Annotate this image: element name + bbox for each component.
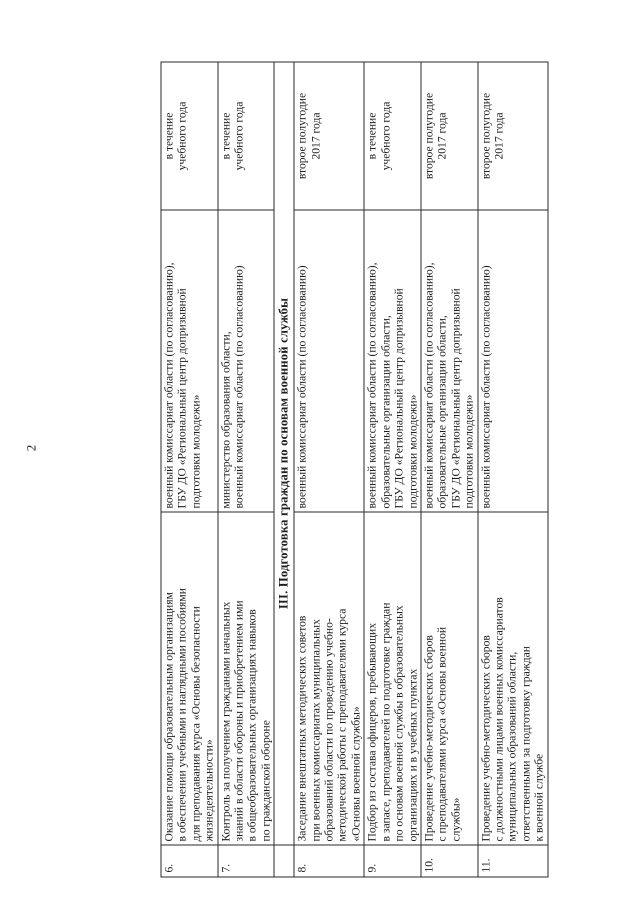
executor-cell: [217, 210, 274, 512]
executor-cell-line: военный комиссариат области (по согласованию): [295, 265, 309, 509]
task-cell: [477, 512, 547, 845]
task-cell: [294, 512, 364, 845]
table-row: [420, 62, 477, 877]
term-cell-line: второе полугодие: [295, 92, 309, 180]
task-cell-line: для преподавания курса «Основы безопасности: [188, 606, 202, 842]
page-number: 2: [23, 444, 39, 452]
executor-cell-line: военный комиссариат области (по согласованию),: [365, 262, 379, 509]
row-number: 8.: [294, 845, 364, 877]
task-cell-line: Контроль за получением гражданами начальных: [218, 601, 232, 842]
task-cell-line: при военных комиссариатах муниципальных: [308, 619, 322, 842]
task-cell-line: к военной службе: [532, 753, 546, 842]
row-number: 9.: [364, 845, 421, 877]
plan-table: [160, 62, 548, 878]
table-body-bottom: [294, 62, 547, 877]
executor-cell-line: подготовки молодежи»: [462, 394, 476, 509]
executor-cell-line: военный комиссариат области (по согласованию),: [421, 262, 435, 509]
term-cell-line: в течение: [218, 112, 232, 160]
row-number: 7.: [217, 845, 274, 877]
task-cell-line: с должностными лицами военных комиссариатов: [491, 597, 505, 842]
task-cell: [364, 512, 421, 845]
term-cell: [420, 62, 477, 210]
task-cell-line: в запасе, преподавателей по подготовке граждан: [378, 602, 392, 842]
row-number: 11.: [477, 845, 547, 877]
executor-cell-line: ГБУ ДО «Региональный центр допризывной: [448, 288, 462, 509]
term-cell-line: в течение: [365, 112, 379, 160]
term-cell: [294, 62, 364, 210]
term-cell: [477, 62, 547, 210]
table-body-top: [161, 62, 274, 877]
task-cell-line: образований области по проведению учебно-: [322, 618, 336, 842]
task-cell-line: муниципальных образований области,: [505, 651, 519, 842]
term-cell-line: учебного года: [175, 101, 189, 171]
term-cell-line: второе полугодие: [478, 92, 492, 180]
section-row: [274, 62, 294, 877]
section-num-cell: [274, 845, 294, 877]
table-row: [477, 62, 547, 877]
task-cell-line: с преподавателями курса «Основы военной: [435, 626, 449, 842]
term-cell: [364, 62, 421, 210]
executor-cell: [420, 210, 477, 512]
task-cell-line: в общеобразовательных организациях навыков: [245, 609, 259, 842]
task-cell-line: жизнедеятельности»: [202, 739, 216, 842]
term-cell-line: 2017 года: [491, 112, 505, 160]
table-row: [294, 62, 364, 877]
term-cell-line: второе полугодие: [421, 92, 435, 180]
task-cell-line: службы»: [448, 797, 462, 842]
task-cell-line: Проведение учебно-методических сборов: [478, 635, 492, 842]
section-row-group: [274, 62, 294, 877]
executor-cell: [161, 210, 218, 512]
task-cell-line: Проведение учебно-методических сборов: [421, 635, 435, 842]
table-row: [217, 62, 274, 877]
task-cell-line: Заседание внештатных методических советов: [295, 615, 309, 842]
executor-cell: [477, 210, 547, 512]
row-number: 10.: [420, 845, 477, 877]
task-cell-line: «Основы военной службы»: [348, 706, 362, 842]
term-cell-line: учебного года: [232, 101, 246, 171]
task-cell-line: Оказание помощи образовательным организациям: [162, 592, 175, 842]
task-cell: [420, 512, 477, 845]
executor-cell-line: ГБУ ДО «Региональный центр допризывной: [175, 288, 189, 509]
term-cell-line: 2017 года: [308, 112, 322, 160]
term-cell-line: в течение: [162, 112, 175, 160]
table-row: [161, 62, 218, 877]
task-cell-line: по основам военной службы в образовательных: [392, 605, 406, 842]
table-row: [364, 62, 421, 877]
executor-cell-line: военный комиссариат области (по согласованию): [232, 265, 246, 509]
term-cell: [161, 62, 218, 210]
task-cell-line: знаний в области обороны и приобретением ими: [232, 600, 246, 842]
executor-cell-line: ГБУ ДО «Региональный центр допризывной: [392, 288, 406, 509]
task-cell-line: ответственными за подготовку граждан: [518, 646, 532, 842]
term-cell-line: 2017 года: [435, 112, 449, 160]
task-cell-line: методической работы с преподавателями курса: [335, 608, 349, 842]
executor-cell: [364, 210, 421, 512]
term-cell: [217, 62, 274, 210]
task-cell-line: организациях и в учебных пунктах: [405, 668, 419, 842]
executor-cell-line: образовательные организации области,: [435, 315, 449, 509]
task-cell: [217, 512, 274, 845]
row-number: 6.: [161, 845, 218, 877]
executor-cell-line: министерство образования области,: [218, 331, 232, 509]
task-cell-line: по гражданской обороне: [258, 720, 272, 842]
executor-cell-line: военный комиссариат области (по согласованию),: [162, 262, 175, 509]
executor-cell-line: подготовки молодежи»: [188, 394, 202, 509]
executor-cell-line: военный комиссариат области (по согласованию): [478, 265, 492, 509]
task-cell-line: Подбор из состава офицеров, пребывающих: [365, 622, 379, 842]
executor-cell: [294, 210, 364, 512]
term-cell-line: учебного года: [378, 101, 392, 171]
rotated-table-container: [160, 63, 546, 878]
executor-cell-line: образовательные организации области,: [378, 315, 392, 509]
task-cell: [161, 512, 218, 845]
executor-cell-line: подготовки молодежи»: [405, 394, 419, 509]
task-cell-line: в обеспечении учебными и наглядными пособиями: [175, 588, 189, 842]
section-title: III. Подготовка граждан по основам военной службы: [274, 62, 294, 845]
